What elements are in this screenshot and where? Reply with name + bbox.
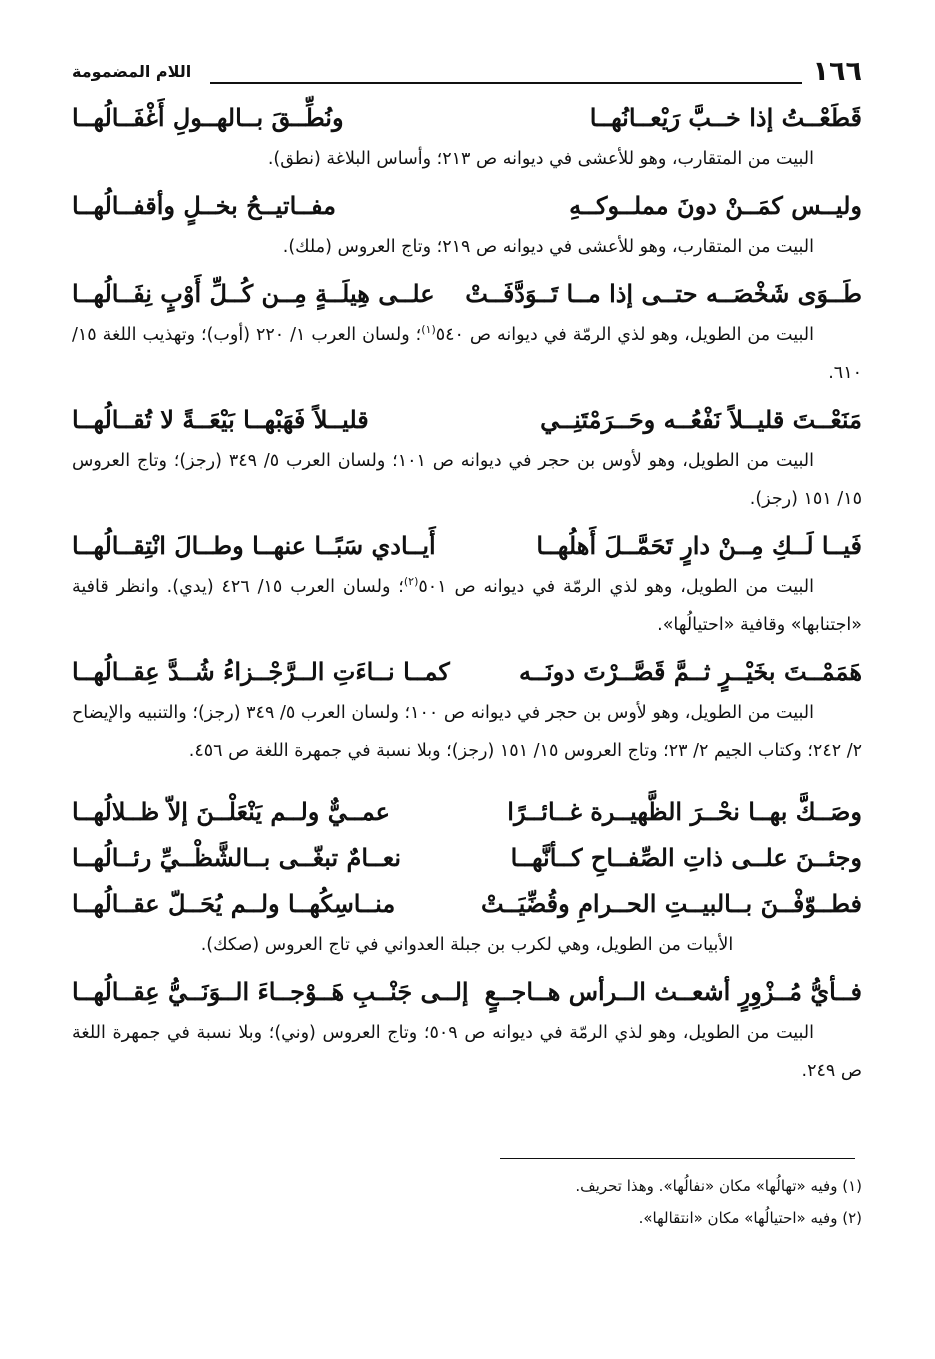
verse-line bbox=[72, 970, 862, 1014]
header-rule bbox=[210, 82, 802, 84]
first-hemistich: فــأيُّ مُــزْوِرٍ أشعــث الــرأس هــاجــعٍ bbox=[484, 977, 862, 1006]
verse-note bbox=[72, 694, 862, 770]
verse-note-text: البيت من الطويل، وهو لأوس بن حجر في ديوانه ص ١٠١؛ ولسان العرب ٥/ ٣٤٩ (رجز)؛ وتاج العروس ١٥/ ١٥١ (رجز). bbox=[72, 451, 862, 509]
verse-note bbox=[72, 316, 862, 392]
first-hemistich: هَمَمْــتَ بخَيْــرٍ ثــمَّ قَصَّــرْتَ دونَــه bbox=[519, 657, 862, 686]
verse-line bbox=[72, 524, 862, 568]
poem-group bbox=[72, 790, 862, 964]
verse-note-text: البيت من الطويل، وهو لذي الرمّة في ديوانه ص ٥٠٩؛ وتاج العروس (وني)؛ وبلا نسبة في جمهرة اللغة ص ٢٤٩. bbox=[72, 1023, 862, 1081]
verse-note-text: البيت من الطويل، وهو لذي الرمّة في ديوانه ص ٥٤٠ bbox=[435, 325, 814, 345]
footnote-2: (٢) وفيه «احتيالُها» مكان «انتقالها». bbox=[638, 1209, 862, 1227]
verse-note bbox=[72, 1014, 862, 1090]
second-hemistich: قليــلاً فَهَبْهــا بَيْعَــةً لا تُقــالُهــا bbox=[72, 405, 369, 434]
poem-entry bbox=[72, 970, 862, 1090]
poem-entry bbox=[72, 272, 862, 392]
first-hemistich: قَطَعْــتُ إذا خــبَّ رَيْعــانُهــا bbox=[589, 103, 862, 132]
verse-note bbox=[72, 228, 862, 266]
footnotes bbox=[72, 1170, 862, 1234]
book-page bbox=[72, 52, 862, 1094]
second-hemistich: أَيــادي سَبًــا عنهــا وطــالَ انْتِقــالُهــا bbox=[72, 531, 436, 560]
verse-line bbox=[72, 790, 862, 834]
verse-note-text: البيت من الطويل، وهو لأوس بن حجر في ديوانه ص ١٠٠؛ ولسان العرب ٥/ ٣٤٩ (رجز)؛ والتنبيه والإيضاح ٢/ ٢٤٢؛ وكتاب الجيم ٢/ ٢٣؛ وتاج العروس ١٥/ ١٥١ (رجز)؛ وبلا نسبة في جمهرة اللغة ص ٤٥٦. bbox=[72, 703, 862, 761]
footnote-ref[interactable]: (١) bbox=[421, 323, 436, 337]
verse-note-text: ؛ ولسان العرب ١/ ٢٢٠ (أوب)؛ وتهذيب اللغة ١٥/ ٦١٠. bbox=[72, 325, 862, 383]
verse-line bbox=[72, 272, 862, 316]
verse-note bbox=[72, 442, 862, 518]
page-number: ١٦٦ bbox=[812, 56, 862, 87]
second-hemistich: كمــا نــاءَتِ الــرَّجْــزاءُ شُــدَّ عِقــالُهــا bbox=[72, 657, 450, 686]
verse-line bbox=[72, 398, 862, 442]
first-hemistich: وجئــنَ علــى ذاتِ الصِّفــاحِ كــأنَّهــا bbox=[510, 843, 862, 872]
second-hemistich: مفــاتيــحُ بخــلٍ وأقفــالُهــا bbox=[72, 191, 336, 220]
second-hemistich: علــى هِيلَــةٍ مِــن كُــلِّ أَوْبٍ نِفَــالُهــا bbox=[72, 279, 435, 308]
second-hemistich: عمــيٌّ ولــم يَنْعَلْــنَ إلاّ ظــلالُهــا bbox=[72, 797, 390, 826]
page-header bbox=[72, 52, 862, 90]
poem-entry bbox=[72, 184, 862, 266]
verse-line bbox=[72, 184, 862, 228]
footnote-1: (١) وفيه «تهالُها» مكان «نفالُها». وهذا تحريف. bbox=[575, 1177, 862, 1195]
first-hemistich: وصَــكَّ بهــا نحْــرَ الظَّهيــرة غــائــرًا bbox=[507, 797, 862, 826]
second-hemistich: إلــى جَنْــبِ هَــوْجــاءَ الــوَنَــيُّ عِقــالُهــا bbox=[72, 977, 469, 1006]
first-hemistich: فَيــا لَــكِ مِــنْ دارٍ تَحَمَّــلَ أَهلُهــا bbox=[536, 531, 862, 560]
verse-note bbox=[72, 140, 862, 178]
second-hemistich: ونُطِّــقَ بــالهــولِ أَغْفَــالُهــا bbox=[72, 103, 344, 132]
poem-entry bbox=[72, 524, 862, 644]
verse-note-text: البيت من المتقارب، وهو للأعشى في ديوانه ص ٢١٩؛ وتاج العروس (ملك). bbox=[282, 237, 814, 257]
first-hemistich: طَــوَى شَخْصَــه حتــى إذا مــا تَــوَدَّفَــتْ bbox=[465, 279, 862, 308]
second-hemistich: منــاسِكُهــا ولــم يُحَــلّ عقــالُهــا bbox=[72, 889, 396, 918]
first-hemistich: فطــوّفْــنَ بــالبيــتِ الحــرامِ وقُضِّيَــتْ bbox=[480, 889, 862, 918]
footnote-ref[interactable]: (٢) bbox=[403, 575, 419, 589]
footnote-divider bbox=[500, 1158, 855, 1159]
poem-entry bbox=[72, 650, 862, 770]
first-hemistich: مَنَعْــتَ قليــلاً نَفْعُــه وحَــرَمْتَنِــي bbox=[540, 405, 862, 434]
verse-line bbox=[72, 650, 862, 694]
verse-note bbox=[72, 568, 862, 644]
verse-note-text: البيت من المتقارب، وهو للأعشى في ديوانه ص ٢١٣؛ وأساس البلاغة (نطق). bbox=[267, 149, 814, 169]
group-note: الأبيات من الطويل، وهي لكرب بن جبلة العدواني في تاج العروس (صكك). bbox=[200, 935, 734, 955]
poem-entry bbox=[72, 398, 862, 518]
section-title: اللام المضمومة bbox=[72, 62, 192, 81]
verse-note-text: البيت من الطويل، وهو لذي الرمّة في ديوانه ص ٥٠١ bbox=[418, 577, 814, 597]
verse-note-text: ؛ ولسان العرب ١٥/ ٤٢٦ (يدي). وانظر قافية «اجتنابها» وقافية «احتيالُها». bbox=[72, 577, 862, 635]
second-hemistich: نعــامٌ تبغّــى بــالشَّظْــيِّ رئــالُهــا bbox=[72, 843, 402, 872]
verse-line bbox=[72, 882, 862, 926]
first-hemistich: وليــس كمَــنْ دونَ مملــوكــهِ bbox=[569, 191, 862, 220]
verse-line bbox=[72, 96, 862, 140]
verse-line bbox=[72, 836, 862, 880]
poem-entry bbox=[72, 96, 862, 178]
